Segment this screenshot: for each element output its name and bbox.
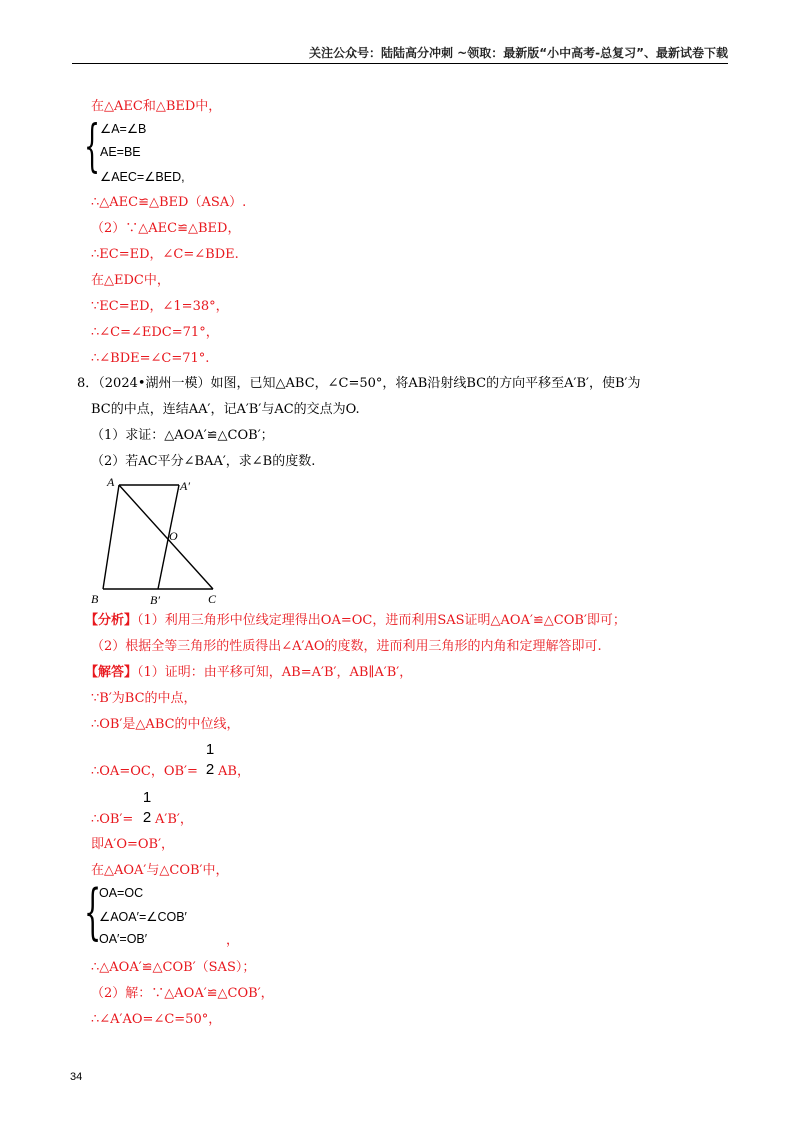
solution-line: ∴△AOA′≌△COB′（SAS）； (91, 960, 256, 975)
system-row: ∠A=∠B (100, 122, 147, 136)
system-row: OA=OC (99, 886, 144, 900)
solution-line: 在△AOA′与△COB′中， (91, 863, 229, 878)
analysis-line (85, 612, 626, 630)
text-line: 在△EDC中， (91, 273, 170, 288)
solution-line: 即A′O=OB′， (91, 837, 175, 852)
question-line: 8．（2024•湖州一模）如图，已知△ABC，∠C=50°，将AB沿射线BC的方向平移至A′B′，使B′为 (77, 376, 641, 391)
solution-line: ∴OB′= (91, 812, 134, 827)
question-line: BC的中点，连结AA′，记A′B′与AC的交点为O. (91, 402, 360, 417)
solution-line: A′B′， (155, 812, 193, 827)
solution-line: ∴OB′是△ABC的中位线， (91, 717, 240, 732)
solution-line: ∵B′为BC的中点， (91, 691, 197, 706)
label-B-prime: B′ (150, 593, 160, 607)
label-O: O (169, 529, 178, 543)
text-line: 在△AEC和△BED中， (91, 99, 222, 114)
analysis-tag: 【分析】 (85, 613, 138, 628)
system-row: ∠AEC=∠BED, (100, 170, 185, 184)
label-A-prime: A′ (180, 479, 190, 493)
system-brace: { (84, 114, 101, 179)
solution-tag: 【解答】 (85, 665, 138, 680)
segment-AB (103, 485, 119, 589)
text-line: ∴△AEC≌△BED（ASA）. (91, 195, 247, 210)
solution-text: （1）证明：由平移可知，AB=A′B′，AB∥A′B′， (137, 665, 413, 680)
fraction-numerator: 1 (205, 741, 215, 758)
fraction-denominator: 2 (142, 809, 152, 826)
header-rule (72, 63, 728, 64)
solution-line (85, 664, 412, 682)
text-line: ∴EC=ED，∠C=∠BDE. (91, 247, 239, 262)
system-row: ∠AOA′=∠COB′ (99, 910, 187, 924)
solution-line: ∴∠A′AO=∠C=50°， (91, 1012, 222, 1027)
fraction-denominator: 2 (205, 761, 215, 778)
fraction-numerator: 1 (142, 789, 152, 806)
question-line: （2）若AC平分∠BAA′，求∠B的度数. (91, 454, 316, 469)
analysis-line: （2）根据全等三角形的性质得出∠A′AO的度数，进而利用三角形的内角和定理解答即可. (91, 639, 602, 654)
system-row: AE=BE (100, 145, 141, 159)
fraction-half (203, 742, 217, 777)
fraction-half (140, 790, 154, 825)
text-line: ∴∠BDE=∠C=71°. (91, 351, 210, 366)
analysis-text: （1）利用三角形中位线定理得出OA=OC，进而利用SAS证明△AOA′≌△COB′即可； (137, 613, 626, 628)
solution-line: （2）解：∵△AOA′≌△COB′， (91, 986, 274, 1001)
text-line: （2）∵△AEC≌△BED， (91, 221, 241, 236)
text-line: ∴∠C=∠EDC=71°， (91, 325, 219, 340)
segment-AC (119, 485, 213, 589)
page-header: 关注公众号：陆陆高分冲刺 ~领取：最新版“小中高考-总复习”、最新试卷下载 (309, 46, 728, 60)
solution-line: AB， (218, 764, 250, 779)
system-comma: ， (226, 933, 240, 948)
system-row: OA′=OB′ (99, 932, 148, 946)
geometry-figure (86, 472, 236, 612)
question-line: （1）求证：△AOA′≌△COB′； (91, 428, 274, 443)
page-number: 34 (70, 1071, 83, 1083)
label-A: A (107, 475, 115, 489)
solution-line: ∴OA=OC，OB′= (91, 764, 198, 779)
label-C: C (208, 592, 217, 606)
label-B: B (91, 592, 99, 606)
text-line: ∵EC=ED，∠1=38°， (91, 299, 229, 314)
system-brace: { (84, 877, 102, 947)
